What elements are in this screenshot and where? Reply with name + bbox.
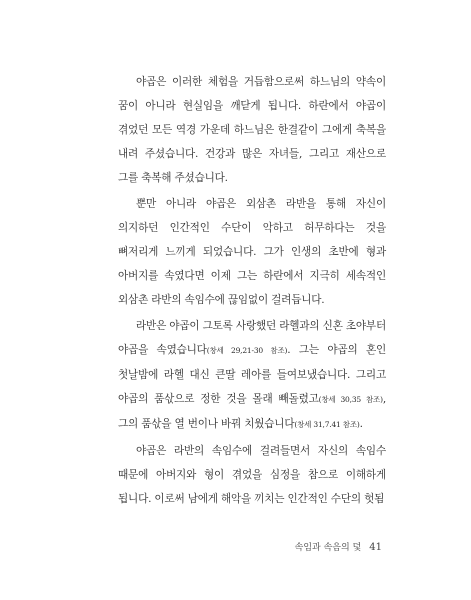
paragraph-4 (118, 439, 386, 511)
paragraph-text: . 그는 야곱의 혼인 첫날밤에 라헬 대신 큰딸 레아를 들여보냈습니다. 그리고 야곱의 품삯으로 정한 것을 몰래 빼돌렸고 (118, 344, 387, 405)
paragraph-text: 라반은 야곱이 그토록 사랑했던 라헬과의 신혼 초야부터 야곱을 속였습니다 (118, 320, 386, 356)
running-title: 속임과 속음의 덫 (294, 543, 362, 553)
paragraph-text: . (359, 418, 363, 430)
page-footer (295, 540, 382, 553)
paragraph-text: 야곱은 이러한 체험을 거듭함으로써 하느님의 약속이 꿈이 아니라 현실임을 깨닫게 됩니다. 하란에서 야곱이 겪었던 모든 역경 가운데 하느님은 한결같이 그에게 축복을 내려 주셨습니다. 건강과 많은 자녀들, 그리고 재산으로 그를 축복해 주셨습니다. (118, 76, 386, 184)
bible-citation: (창세 30,35 참조) (318, 395, 383, 404)
paragraph-text: 뿐만 아니라 야곱은 외삼촌 라반을 통해 자신이 의지하던 인간적인 수단이 악하고 허무하다는 것을 뼈저리게 느끼게 되었습니다. 그가 인생의 초반에 형과 아버지를 속였다면 이제 그는 하란에서 지극히 세속적인 외삼촌 라반의 속임수에 끊임없이 걸려듭니다. (118, 198, 386, 306)
body-text (118, 70, 386, 513)
paragraph-3 (118, 314, 386, 437)
page-number: 41 (369, 542, 382, 553)
bible-citation: (창세 31,7.41 참조) (294, 420, 360, 429)
bible-citation: (창세 29,21-30 참조) (206, 346, 288, 355)
paragraph-text: , 그의 품삯을 열 번이나 바꿔 치웠습니다 (118, 393, 386, 430)
paragraph-1 (118, 70, 386, 190)
paragraph-text: 야곱은 라반의 속임수에 걸려들면서 자신의 속임수 때문에 아버지와 형이 겪었을 심정을 참으로 이해하게 됩니다. 이로써 남에게 해악을 끼치는 인간적인 수단의 헛됨 (118, 445, 386, 505)
paragraph-2 (118, 192, 386, 312)
